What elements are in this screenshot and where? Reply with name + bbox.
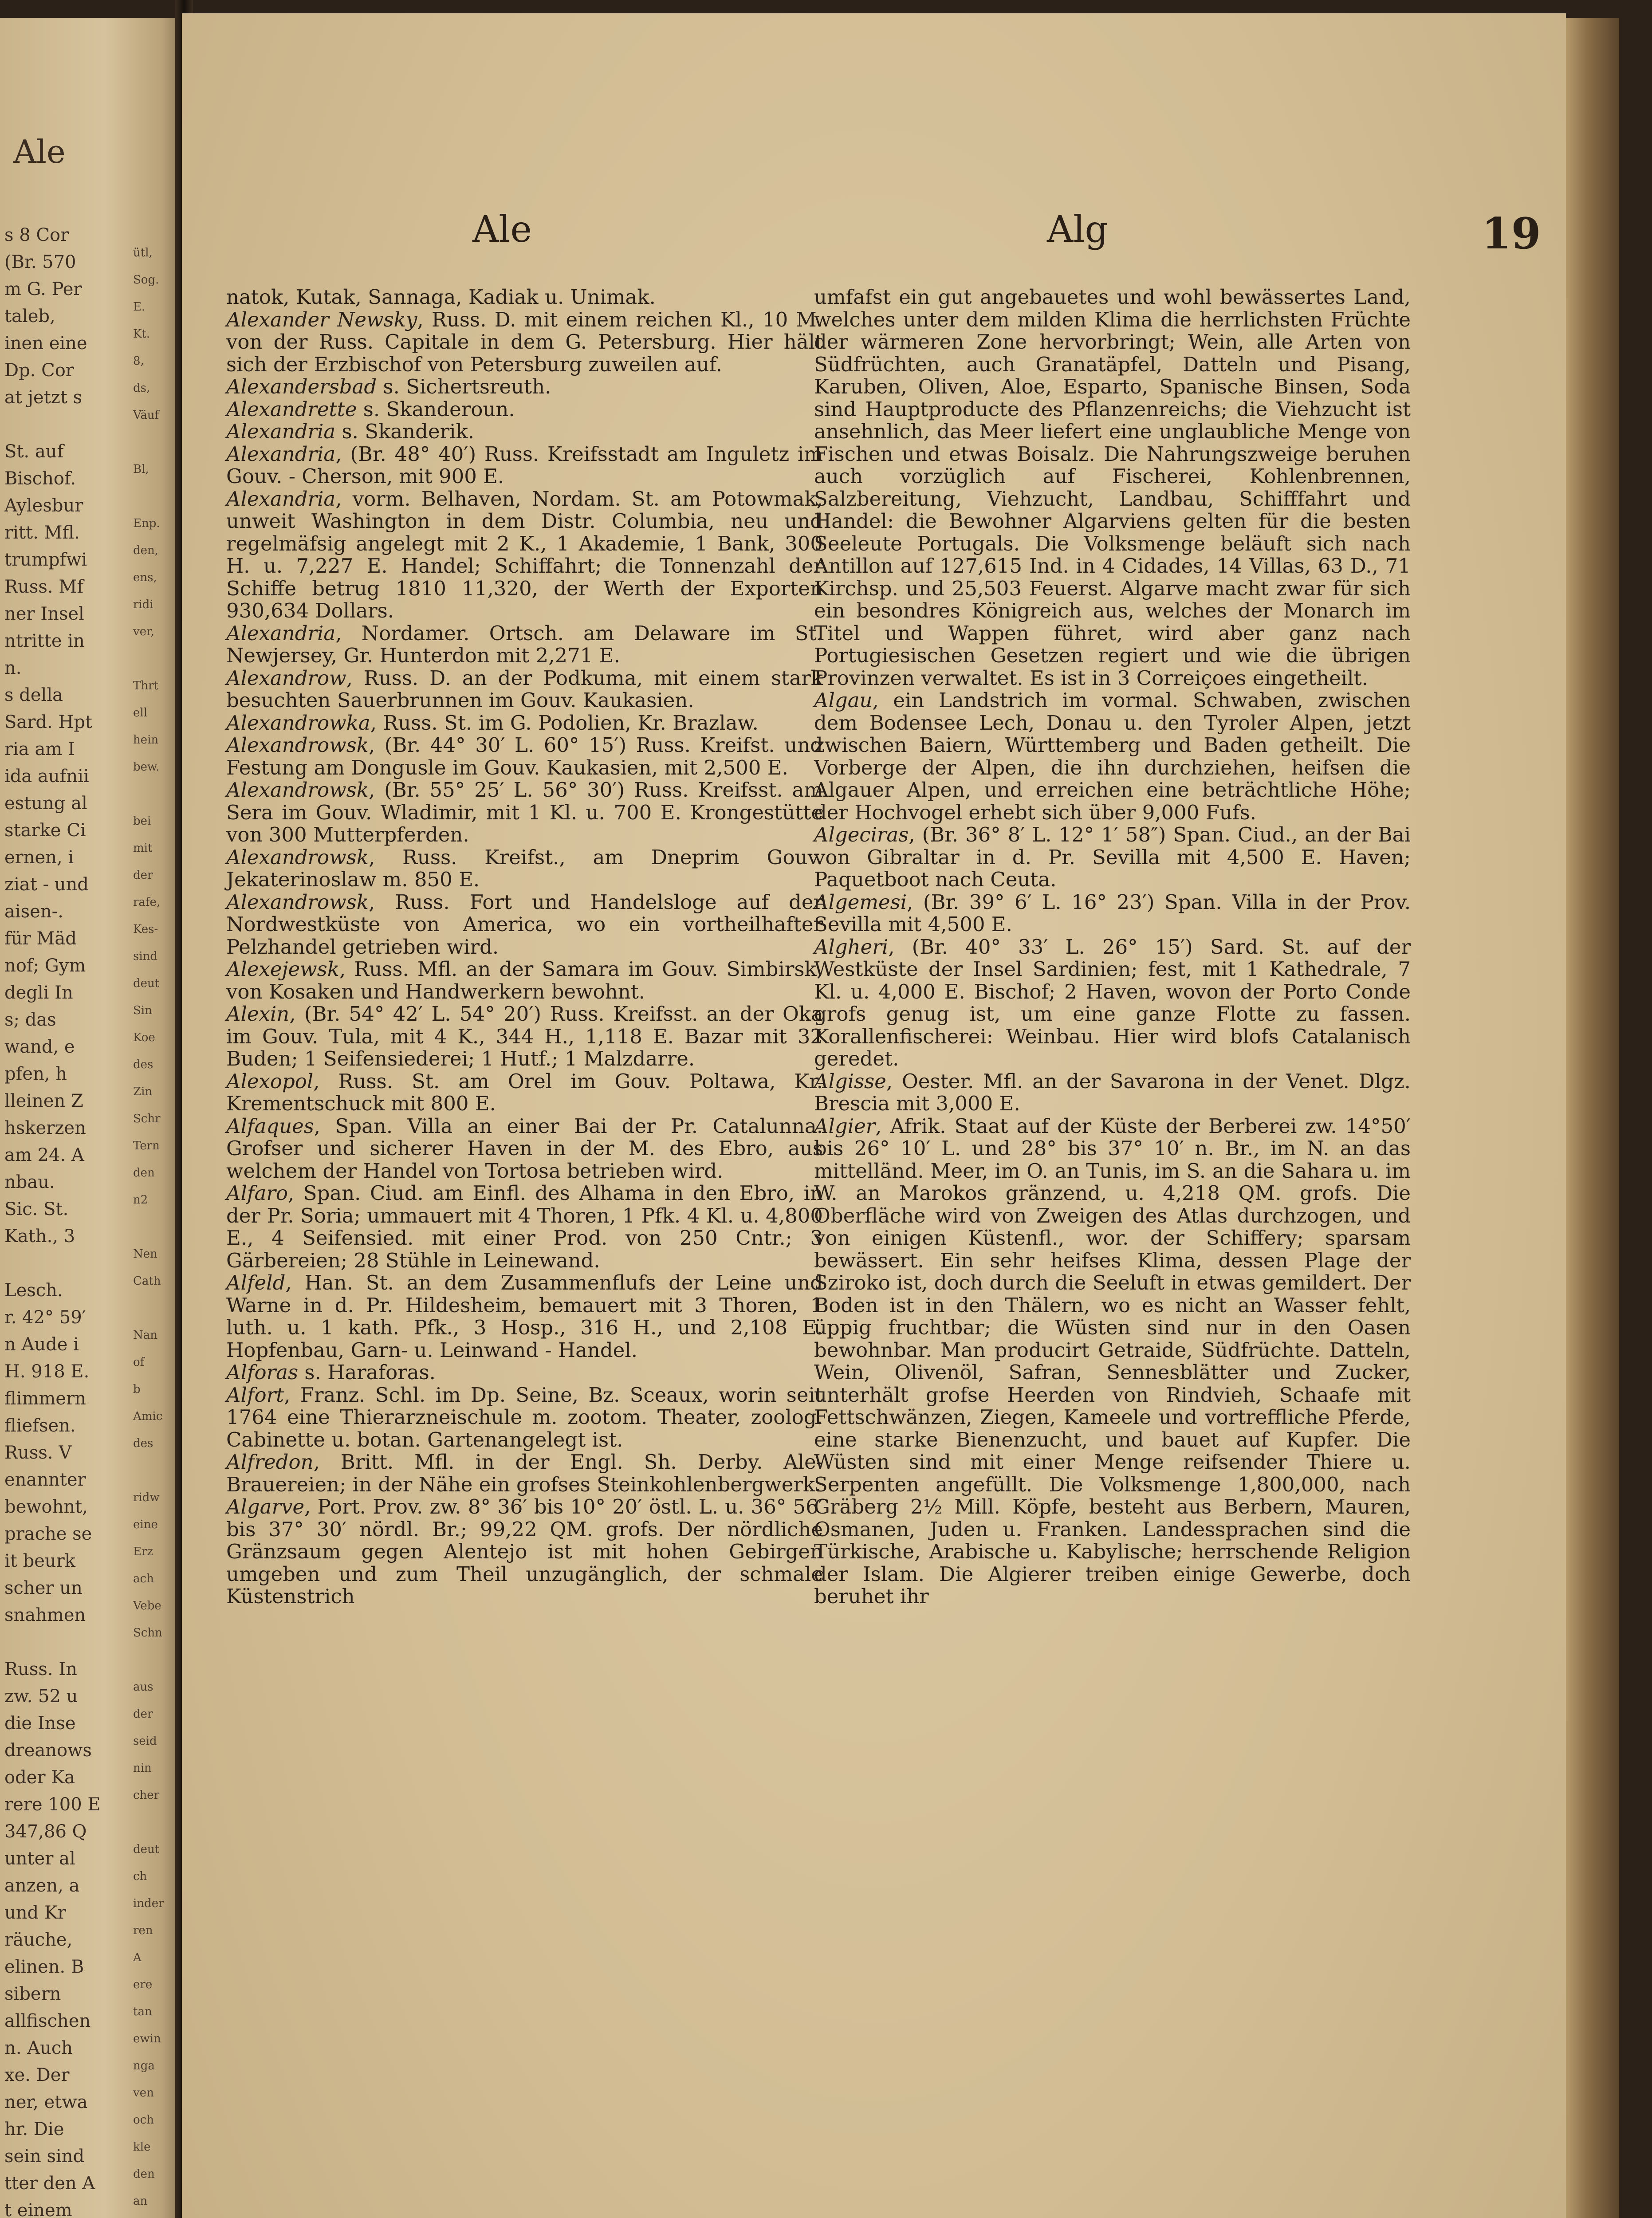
previous-page-line: Russ. Mf <box>4 577 84 597</box>
dictionary-entry <box>226 1361 823 1384</box>
previous-page-line: Dp. Cor <box>4 360 74 381</box>
previous-page-fragment-line: n2 <box>133 1193 148 1207</box>
previous-page-line: trumpfwi <box>4 550 87 570</box>
previous-page-fragment-line: den <box>133 2167 155 2181</box>
previous-page-line: am 24. A <box>4 1145 84 1165</box>
entry-headword: Alexandria <box>226 420 336 443</box>
previous-page-line: wand, e <box>4 1037 75 1057</box>
running-head-left: Ale <box>472 208 532 251</box>
entry-text: , Oester. Mfl. an der Savarona in der Venet. Dlgz. Brescia mit 3,000 E. <box>814 1069 1411 1115</box>
previous-page-fragment-line: des <box>133 1437 153 1450</box>
previous-page-fragment-line: Zin <box>133 1085 153 1098</box>
entry-text: umfafst ein gut angebauetes und wohl bewässertes Land, welches unter dem milden Klima die herrlichsten Früchte der wärmeren Zone hervorbringt; Wein, alle Arten von Südfrüchten, auch Granatäpfel, Datteln und Pisang, Karuben, Oliven, Aloe, Esparto, Spanische Binsen, Soda sind Hauptproducte des Pflanzenreichs; die Viehzucht ist ansehnlich, das Meer liefert eine unglaubliche Menge von Fischen und etwas Boisalz. Die Nahrungszweige beruhen auch vorzüglich auf Fischerei, Kohlenbrennen, Salzbereitung, Viehzucht, Landbau, Schifffahrt und Handel: die Bewohner Algarviens gelten für die besten Seeleute Portugals. Die Volksmenge beläuft sich nach Antillon auf 127,615 Ind. in 4 Cidades, 14 Villas, 63 D., 71 Kirchsp. und 25,503 Feuerst. Algarve macht zwar für sich ein besondres Königreich aus, welches der Monarch im Titel und Wappen führet, wird aber ganz nach Portugiesischen Gesetzen regiert und wie die übrigen Provinzen verwaltet. Es ist in 3 Correiçoes eingetheilt. <box>814 285 1411 690</box>
previous-page-line: ntritte in <box>4 631 85 651</box>
entry-text: s. Skanderoun. <box>357 397 515 421</box>
previous-page-fragment-line: Cath <box>133 1274 161 1288</box>
previous-page-fragment-line: inder <box>133 1897 164 1910</box>
entry-text: s. Sichertsreuth. <box>377 375 551 398</box>
previous-page-fragment-line: ach <box>133 1572 154 1585</box>
dictionary-entry <box>226 1451 823 1496</box>
entry-headword: Alfaro <box>226 1181 288 1205</box>
previous-page-fragment-line: of <box>133 1356 145 1369</box>
entry-text: , Russ. D. mit einem reichen Kl., 10 M. von der Russ. Capitale in dem G. Petersburg. Hier hält sich der Erzbischof von Petersburg zuweilen auf. <box>226 307 823 376</box>
entry-text: , Russ. St. im G. Podolien, Kr. Brazlaw. <box>370 711 759 735</box>
entry-text: s. Skanderik. <box>335 420 475 443</box>
previous-page-fragment-line: A <box>133 1951 142 1964</box>
previous-page-fragment-line: den <box>133 1166 155 1180</box>
previous-page-line: sibern <box>4 1984 61 2004</box>
previous-page-fragment-line: hein <box>133 733 159 747</box>
dictionary-entry <box>814 936 1411 1070</box>
dictionary-entry <box>814 1115 1411 1608</box>
dictionary-entry <box>814 891 1411 936</box>
previous-page-fragment-line: ridi <box>133 598 153 611</box>
previous-page-line: n. Auch <box>4 2038 73 2058</box>
entry-headword: Alexandria <box>226 621 336 645</box>
previous-page-line: 347,86 Q <box>4 1821 87 1842</box>
previous-page-line: zw. 52 u <box>4 1686 78 1707</box>
entry-headword: Alexander Newsky <box>226 307 417 331</box>
previous-page-line: ner Insel <box>4 604 84 624</box>
previous-page-fragment-line: tan <box>133 2005 152 2018</box>
entry-text: , Russ. Fort und Handelsloge auf der Nordwestküste von America, wo ein vortheilhafter Pelzhandel getrieben wird. <box>226 890 823 959</box>
previous-page-line: nof; Gym <box>4 956 86 976</box>
previous-page-fragment-line <box>133 483 182 510</box>
previous-page-line: flimmern <box>4 1388 86 1409</box>
entry-headword: Algier <box>814 1114 876 1138</box>
entry-text: , Russ. D. an der Podkuma, mit einem stark besuchten Sauerbrunnen im Gouv. Kaukasien. <box>226 666 823 712</box>
dictionary-entry <box>226 286 823 309</box>
entry-text: , Britt. Mfl. in der Engl. Sh. Derby. Ale-Brauereien; in der Nähe ein grofses Steinkohlenbergwerk. <box>226 1450 823 1496</box>
previous-page-line: pfen, h <box>4 1064 67 1084</box>
dictionary-entry <box>226 421 823 443</box>
dictionary-entry <box>226 376 823 398</box>
previous-page-line: Sic. St. <box>4 1199 69 1219</box>
entry-headword: Alexejewsk <box>226 957 339 981</box>
previous-page-fragment-line: Nan <box>133 1329 157 1342</box>
previous-page-fragment-line: ch <box>133 1870 147 1883</box>
previous-page-line: aisen-. <box>4 901 63 922</box>
previous-page-fragment-line <box>133 781 182 808</box>
previous-page-line: s della <box>4 685 63 705</box>
dictionary-entry <box>226 891 823 959</box>
page-number: 19 <box>1482 208 1541 259</box>
previous-page-fragment-line <box>133 2215 182 2218</box>
previous-page-fragment-line: Erz <box>133 1545 153 1558</box>
previous-page-line: at jetzt s <box>4 387 83 408</box>
entry-headword: Alexandrette <box>226 397 357 421</box>
previous-page-fragment-line: nin <box>133 1762 152 1775</box>
entry-headword: Algarve <box>226 1495 305 1518</box>
previous-page-line: m G. Per <box>4 279 82 299</box>
entry-text: , Han. St. an dem Zusammenflufs der Leine und Warne in d. Pr. Hildesheim, bemauert mit 3 Thoren, 1 luth. u. 1 kath. Pfk., 3 Hosp., 316 H., und 2,108 E. Hopfenbau, Garn- u. Leinwand - Handel. <box>226 1271 823 1362</box>
previous-page-fragment-line: ens, <box>133 571 157 584</box>
previous-page-line: tter den A <box>4 2173 95 2194</box>
previous-page-fragment-line <box>133 1295 182 1322</box>
previous-page-line: hr. Die <box>4 2119 64 2139</box>
previous-page-line: snahmen <box>4 1605 86 1625</box>
entry-text: , Span. Ciud. am Einfl. des Alhama in den Ebro, in der Pr. Soria; ummauert mit 4 Thoren, 1 Pfk. 4 Kl. u. 4,800 E., 4 Seifensied. mit einer Prod. von 250 Cntr.; 3 Gärbereien; 28 Stühle in Leinewand. <box>226 1181 823 1272</box>
previous-page-fragment-line: Koe <box>133 1031 155 1044</box>
previous-page-line <box>4 411 111 438</box>
previous-page-fragment-line <box>133 1457 182 1484</box>
previous-page-fragment-line: Kt. <box>133 327 150 341</box>
dictionary-entry <box>226 398 823 421</box>
previous-page-line: ziat - und <box>4 874 89 895</box>
previous-page-fragment-line: Schr <box>133 1112 161 1125</box>
previous-page-line: n Aude i <box>4 1334 79 1355</box>
previous-page-fragment-line: des <box>133 1058 153 1071</box>
entry-text: s. Haraforas. <box>298 1361 436 1384</box>
previous-page-fragment-line: Schn <box>133 1626 162 1640</box>
previous-page-line: fliefsen. <box>4 1416 76 1436</box>
previous-page-fragment-line: Sin <box>133 1004 152 1017</box>
previous-page-line: scher un <box>4 1578 83 1598</box>
dictionary-entry <box>226 1384 823 1451</box>
entry-headword: Alexandersbad <box>226 375 377 398</box>
dictionary-entry <box>226 1115 823 1183</box>
entry-headword: Alfeld <box>226 1271 286 1294</box>
dictionary-entry <box>226 1070 823 1115</box>
previous-page-line: Lesch. <box>4 1280 63 1301</box>
previous-page-fragment-line: b <box>133 1383 141 1396</box>
entry-headword: Alfredon <box>226 1450 314 1474</box>
entry-headword: Alfort <box>226 1383 284 1407</box>
entry-text: , (Br. 40° 33′ L. 26° 15′) Sard. St. auf der Westküste der Insel Sardinien; fest, mit 1 Kathedrale, 7 Kl. u. 4,000 E. Bischof; 2 Haven, wovon der Porto Conde grofs genug ist, um eine ganze Flotte zu fassen. Korallenfischerei: Weinbau. Hier wird blofs Catalanisch geredet. <box>814 935 1411 1070</box>
previous-page-line: unter al <box>4 1848 75 1869</box>
dictionary-entry <box>226 1272 823 1361</box>
previous-page-line: Aylesbur <box>4 496 83 516</box>
entry-headword: Alexandrowka <box>226 711 370 735</box>
previous-page-line: ria am I <box>4 739 75 759</box>
dictionary-entry <box>814 689 1411 824</box>
previous-page-line: Kath., 3 <box>4 1226 75 1247</box>
dictionary-entry <box>226 958 823 1003</box>
previous-page-fragment-line: aus <box>133 1680 153 1694</box>
previous-page-line: die Inse <box>4 1713 76 1734</box>
previous-page-fragment-line: Bl, <box>133 463 149 476</box>
entry-headword: Alexandrow <box>226 666 346 690</box>
entry-text: , (Br. 44° 30′ L. 60° 15′) Russ. Kreifst. und Festung am Dongusle im Gouv. Kaukasien, mit 2,500 E. <box>226 733 823 779</box>
dictionary-entry <box>226 1003 823 1070</box>
previous-page-line: hskerzen <box>4 1118 86 1138</box>
dictionary-entry <box>814 286 1411 689</box>
previous-page-fragment-line <box>133 1647 182 1674</box>
previous-page-fragment-line: och <box>133 2113 154 2127</box>
dictionary-entry <box>226 779 823 846</box>
entry-text: , (Br. 55° 25′ L. 56° 30′) Russ. Kreifsst. am Sera im Gouv. Wladimir, mit 1 Kl. u. 700 E. Krongestütte von 300 Mutterpferden. <box>226 778 823 846</box>
previous-page-fragment-line: ver, <box>133 625 154 638</box>
previous-page-line <box>4 1629 111 1656</box>
entry-text: natok, Kutak, Sannaga, Kadiak u. Unimak. <box>226 285 656 309</box>
previous-page-fragment-line: der <box>133 869 153 882</box>
previous-page-line: St. auf <box>4 441 64 462</box>
previous-page-line: ida aufnii <box>4 766 89 787</box>
entry-headword: Alexandrowsk <box>226 733 369 757</box>
previous-page-line: prache se <box>4 1524 92 1544</box>
previous-page-fragment-line: Amic <box>133 1410 163 1423</box>
previous-page-fragment-line: Thrt <box>133 679 158 692</box>
previous-page-fragment-line: Enp. <box>133 517 160 530</box>
dictionary-entry <box>226 712 823 735</box>
entry-headword: Algeciras <box>814 823 909 846</box>
previous-page-fragment-line: Vebe <box>133 1599 161 1612</box>
previous-page-fragment-line: an <box>133 2194 148 2208</box>
previous-page-line: anzen, a <box>4 1876 80 1896</box>
previous-page-fragment-line <box>133 645 182 672</box>
previous-page-fragment-line: Kes- <box>133 923 158 936</box>
entry-headword: Alexandria <box>226 487 336 511</box>
dictionary-entry <box>226 1496 823 1608</box>
entry-headword: Alexopol <box>226 1069 314 1093</box>
previous-page-fragment-line: kle <box>133 2140 151 2154</box>
previous-page-line: Sard. Hpt <box>4 712 92 732</box>
entry-headword: Alexandrowsk <box>226 778 369 802</box>
entry-text: , (Br. 48° 40′) Russ. Kreifsstadt am Inguletz im Gouv. - Cherson, mit 900 E. <box>226 442 823 488</box>
dictionary-entry <box>814 824 1411 891</box>
entry-text: , ein Landstrich im vormal. Schwaben, zwischen dem Bodensee Lech, Donau u. den Tyroler Alpen, jetzt zwischen Baiern, Württemberg und Baden getheilt. Die Vorberge der Alpen, die ihn durchziehen, heifsen die Algauer Alpen, und erreichen eine beträchtliche Höhe; der Hochvogel erhebt sich über 9,000 Fufs. <box>814 688 1411 824</box>
dictionary-entry <box>226 622 823 667</box>
previous-page-line: lleinen Z <box>4 1091 83 1111</box>
previous-page-fragment-line: deut <box>133 977 160 990</box>
left-column <box>226 286 823 1608</box>
previous-page-header: Ale <box>13 133 66 170</box>
entry-text: , vorm. Belhaven, Nordam. St. am Potowmak, unweit Washington in dem Distr. Columbia, neu und regelmäfsig angelegt mit 2 K., 1 Akademie, 1 Bank, 300 H. u. 7,227 E. Handel; Schiffahrt; die Tonnenzahl der Schiffe betrug 1810 11,320, der Werth der Exporten 930,634 Dollars. <box>226 487 823 622</box>
previous-page-line: t einem <box>4 2200 72 2218</box>
previous-page-fragment-line: mit <box>133 842 153 855</box>
previous-page-fragment-line: Tern <box>133 1139 160 1152</box>
previous-page-line: inen eine <box>4 333 87 354</box>
entry-headword: Alexandrowsk <box>226 890 369 914</box>
entry-headword: Alfaques <box>226 1114 314 1138</box>
previous-page-line: ritt. Mfl. <box>4 523 80 543</box>
previous-page-fragment <box>133 240 182 2218</box>
previous-page-line: H. 918 E. <box>4 1361 90 1382</box>
previous-page-line: it beurk <box>4 1551 75 1571</box>
previous-page-fragment-line: eine <box>133 1518 158 1531</box>
previous-page-line: für Mäd <box>4 928 77 949</box>
previous-page-fragment-line: E. <box>133 300 146 314</box>
previous-page-line: bewohnt, <box>4 1497 88 1517</box>
entry-text: , (Br. 39° 6′ L. 16° 23′) Span. Villa in der Prov. Sevilla mit 4,500 E. <box>814 890 1411 936</box>
previous-page-line: räuche, <box>4 1930 73 1950</box>
previous-page <box>0 18 191 2218</box>
previous-page-line: Russ. In <box>4 1659 77 1679</box>
entry-text: , Port. Prov. zw. 8° 36′ bis 10° 20′ östl. L. u. 36° 56′ bis 37° 30′ nördl. Br.; 99,22 QM. grofs. Der nördliche Gränzsaum gegen Alentejo ist mit hohen Gebirgen umgeben und zum Theil unzugänglich, der schmale Küstenstrich <box>226 1495 823 1608</box>
previous-page-line: n. <box>4 658 22 678</box>
entry-text: , Span. Villa an einer Bai der Pr. Catalunna. Grofser und sicherer Haven in der M. des Ebro, aus welchem der Handel von Tortosa betrieben wird. <box>226 1114 823 1183</box>
previous-page-fragment-line: Sog. <box>133 273 159 287</box>
running-head-right: Alg <box>1047 208 1108 251</box>
previous-page-fragment-line: Väuf <box>133 409 159 422</box>
previous-page-line: rere 100 E <box>4 1794 101 1815</box>
previous-page-line: Bischof. <box>4 468 76 489</box>
previous-page-line: sein sind <box>4 2146 85 2167</box>
entry-text: , Nordamer. Ortsch. am Delaware im St. Newjersey, Gr. Hunterdon mit 2,271 E. <box>226 621 823 667</box>
previous-page-fragment-line: bei <box>133 814 151 828</box>
previous-page-line: dreanows <box>4 1740 92 1761</box>
previous-page-fragment-line <box>133 1214 182 1241</box>
previous-page-line: nbau. <box>4 1172 55 1192</box>
previous-page-fragment-line: ridw <box>133 1491 160 1504</box>
previous-page-line: allfischen <box>4 2011 91 2031</box>
dictionary-entry <box>226 1182 823 1272</box>
previous-page-line: ner, etwa <box>4 2092 88 2112</box>
entry-headword: Alexin <box>226 1002 290 1026</box>
right-column <box>814 286 1411 1608</box>
entry-headword: Algisse <box>814 1069 886 1093</box>
previous-page-fragment-line: ewin <box>133 2032 161 2045</box>
previous-page-fragment-line: 8, <box>133 354 144 368</box>
dictionary-entry <box>226 667 823 712</box>
previous-page-fragment-line: Nen <box>133 1247 157 1261</box>
book-page <box>182 13 1566 2218</box>
previous-page-fragment-line: der <box>133 1707 153 1721</box>
entry-text: , Russ. Mfl. an der Samara im Gouv. Simbirsk, von Kosaken und Handwerkern bewohnt. <box>226 957 823 1003</box>
previous-page-fragment-line: ell <box>133 706 148 720</box>
previous-page-line: Russ. V <box>4 1443 72 1463</box>
entry-headword: Algau <box>814 688 873 712</box>
dictionary-entry <box>226 309 823 376</box>
dictionary-entry <box>226 734 823 779</box>
dictionary-entry <box>226 846 823 891</box>
previous-page-line: s 8 Cor <box>4 225 69 245</box>
previous-page-fragment-line: ere <box>133 1978 153 1991</box>
previous-page-fragment-line: deut <box>133 1843 160 1856</box>
previous-page-fragment-line: sind <box>133 950 158 963</box>
previous-page-line: xe. Der <box>4 2065 70 2085</box>
previous-page-line: taleb, <box>4 306 55 326</box>
dictionary-entry <box>226 488 823 622</box>
previous-page-line: r. 42° 59′ <box>4 1307 86 1328</box>
entry-headword: Algheri <box>814 935 889 959</box>
dictionary-entry <box>226 443 823 488</box>
dictionary-entry <box>814 1070 1411 1115</box>
previous-page-fragment-line: cher <box>133 1789 160 1802</box>
entry-headword: Alforas <box>226 1361 299 1384</box>
previous-page-line: und Kr <box>4 1903 66 1923</box>
previous-page-line: oder Ka <box>4 1767 75 1788</box>
previous-page-fragment-line: ds, <box>133 381 150 395</box>
previous-page-line: (Br. 570 <box>4 252 76 272</box>
previous-page-fragment-line: ven <box>133 2086 154 2100</box>
previous-page-fragment-line: nga <box>133 2059 155 2072</box>
previous-page-fragment-line: seid <box>133 1734 157 1748</box>
entry-text: , (Br. 36° 8′ L. 12° 1′ 58″) Span. Ciud., an der Bai von Gibraltar in d. Pr. Sevilla mit 4,500 E. Haven; Paquetboot nach Ceuta. <box>814 823 1411 891</box>
previous-page-text <box>4 222 111 2218</box>
entry-text: , Franz. Schl. im Dp. Seine, Bz. Sceaux, worin seit 1764 eine Thierarzneischule m. zootom. Theater, zoolog. Cabinette u. botan. Gartenangelegt ist. <box>226 1383 823 1451</box>
previous-page-line: s; das <box>4 1010 56 1030</box>
previous-page-fragment-line: bew. <box>133 760 160 774</box>
entry-headword: Algemesi <box>814 890 907 914</box>
previous-page-fragment-line: den, <box>133 544 159 557</box>
previous-page-fragment-line: ren <box>133 1924 153 1937</box>
page-edges <box>1566 18 1619 2218</box>
previous-page-fragment-line: ütl, <box>133 246 153 260</box>
previous-page-fragment-line <box>133 1809 182 1836</box>
entry-headword: Alexandrowsk <box>226 845 369 869</box>
previous-page-line: estung al <box>4 793 87 814</box>
previous-page-line: enannter <box>4 1470 86 1490</box>
entry-text: , (Br. 54° 42′ L. 54° 20′) Russ. Kreifsst. an der Oka im Gouv. Tula, mit 4 K., 344 H., 1,118 E. Bazar mit 32 Buden; 1 Seifensiederei; 1 Hutf.; 1 Malzdarre. <box>226 1002 823 1070</box>
entry-text: , Afrik. Staat auf der Küste der Berberei zw. 14°50′ bis 26° 10′ L. und 28° bis 37° 10′ n. Br., im N. an das mittelländ. Meer, im O. an Tunis, im S. an die Sahara u. im W. an Marokos gränzend, u. 4,218 QM. grofs. Die Oberfläche wird von Zweigen des Atlas durchzogen, und von einigen Küstenfl., wor. der Schiffery; sparsam bewässert. Ein sehr heifses Klima, dessen Plage der Sziroko ist, doch durch die Seeluft in etwas gemildert. Der Boden ist in den Thälern, wo es nicht an Wasser fehlt, üppig fruchtbar; die Wüsten sind nur in den Oasen bewohnbar. Man producirt Getraide, Südfrüchte. Datteln, Wein, Olivenöl, Safran, Sennesblätter und Zucker, unterhält grofse Heerden von Rindvieh, Schaafe mit Fettschwänzen, Ziegen, Kameele und vortreffliche Pferde, eine starke Bienenzucht, und bauet auf Kupfer. Die Wüsten sind mit einer Menge reifsender Thiere u. Serpenten angefüllt. Die Volksmenge 1,800,000, nach Gräberg 2½ Mill. Köpfe, besteht aus Berbern, Mauren, Osmanen, Juden u. Franken. Landessprachen sind die Türkische, Arabische u. Kabylische; herrschende Religion der Islam. Die Algierer treiben einige Gewerbe, doch beruhet ihr <box>814 1114 1411 1608</box>
previous-page-fragment-line: rafe, <box>133 896 161 909</box>
previous-page-line: starke Ci <box>4 820 86 841</box>
previous-page-line: ernen, i <box>4 847 74 868</box>
previous-page-line: degli In <box>4 983 73 1003</box>
previous-page-line: elinen. B <box>4 1957 84 1977</box>
entry-text: , Russ. St. am Orel im Gouv. Poltawa, Kr. Krementschuck mit 800 E. <box>226 1069 823 1115</box>
entry-text: , Russ. Kreifst., am Dneprim Gouv. Jekaterinoslaw m. 850 E. <box>226 845 823 891</box>
previous-page-line <box>4 1250 111 1277</box>
entry-headword: Alexandria <box>226 442 336 466</box>
previous-page-fragment-line <box>133 429 182 456</box>
